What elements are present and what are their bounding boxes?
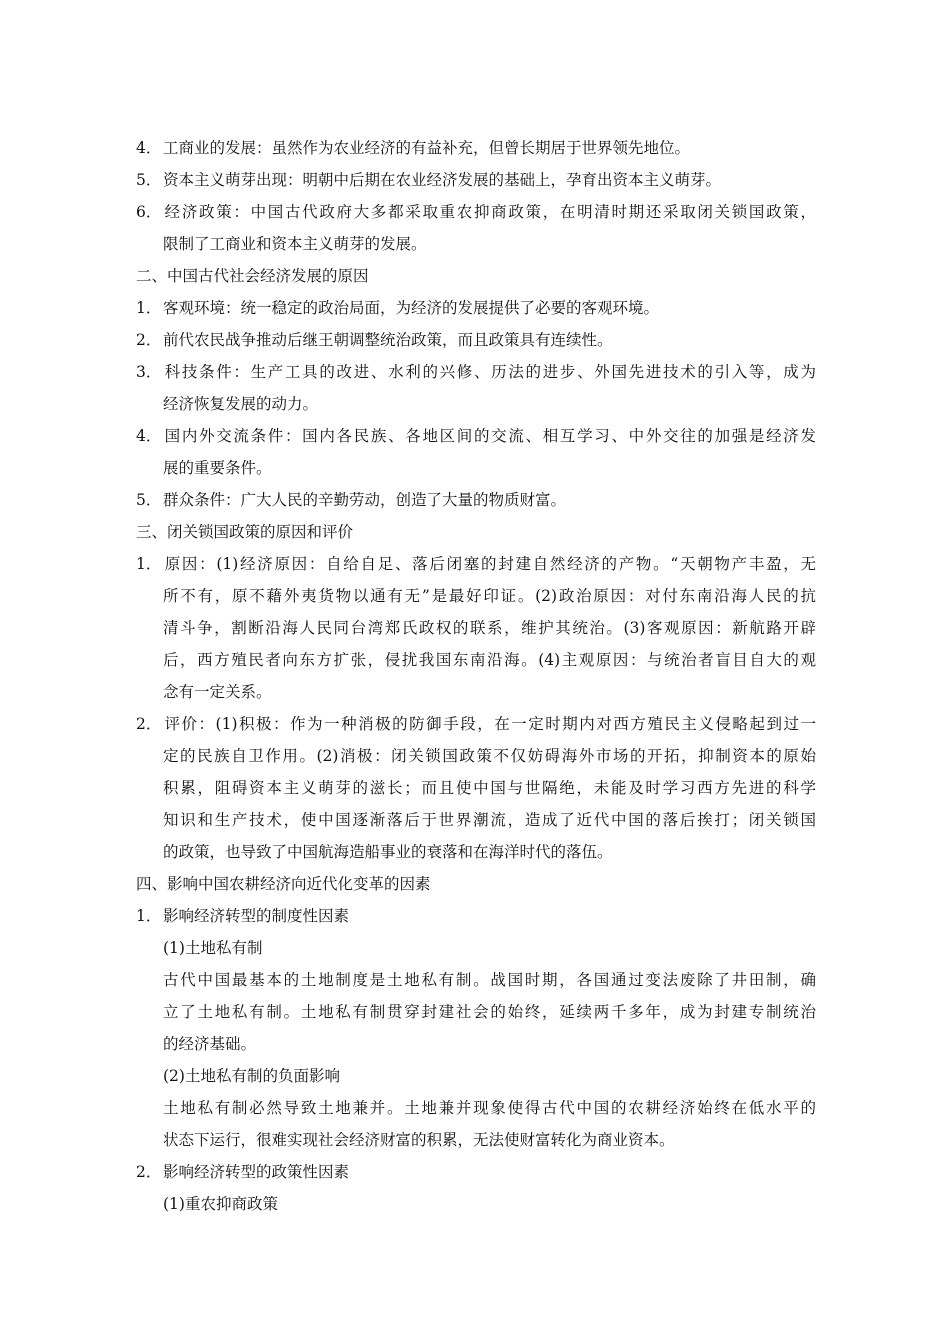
text-line: [136, 804, 816, 836]
line-text: 三、闭关锁国政策的原因和评价: [136, 523, 354, 541]
line-text: 状态下运行，很难实现社会经济财富的积累，无法使财富转化为商业资本。: [163, 1131, 675, 1149]
text-line: [136, 1188, 816, 1220]
text-line: [136, 740, 816, 772]
document-body: [136, 132, 816, 1220]
line-text: 影响经济转型的制度性因素: [163, 907, 350, 925]
text-line: [136, 996, 816, 1028]
line-text: (1)重农抑商政策: [163, 1195, 278, 1213]
text-line: [136, 836, 816, 868]
text-line: [136, 1092, 816, 1124]
text-line: [136, 932, 816, 964]
line-text: 积累，阻碍资本主义萌芽的滋长；而且使中国与世隔绝，未能及时学习西方先进的科学: [163, 779, 816, 797]
line-text: 四、影响中国农耕经济向近代化变革的因素: [136, 875, 431, 893]
line-text: 展的重要条件。: [163, 459, 272, 477]
text-line: [136, 580, 816, 612]
text-line: [136, 900, 816, 932]
line-text: 经济恢复发展的动力。: [163, 395, 319, 413]
text-line: [136, 772, 816, 804]
line-text: 定的民族自卫作用。(2)消极：闭关锁国政策不仅妨碍海外市场的开拓，抑制资本的原始: [163, 747, 816, 765]
text-line: [136, 964, 816, 996]
list-number: 1．: [136, 555, 162, 573]
list-number: 4．: [136, 139, 162, 157]
line-text: 古代中国最基本的土地制度是土地私有制。战国时期，各国通过变法废除了井田制，确: [163, 971, 816, 989]
text-line: [136, 644, 816, 676]
list-number: 3．: [136, 363, 162, 381]
line-text: 影响经济转型的政策性因素: [163, 1163, 350, 1181]
line-text: 土地私有制必然导致土地兼并。土地兼并现象使得古代中国的农耕经济始终在低水平的: [163, 1099, 816, 1117]
text-line: [136, 548, 816, 580]
line-text: 前代农民战争推动后继王朝调整统治政策，而且政策具有连续性。: [163, 331, 613, 349]
list-number: 2．: [136, 715, 162, 733]
line-text: 知识和生产技术，使中国逐渐落后于世界潮流，造成了近代中国的落后挨打；闭关锁国: [163, 811, 816, 829]
section-heading: [136, 516, 816, 548]
line-text: 资本主义萌芽出现：明朝中后期在农业经济发展的基础上，孕育出资本主义萌芽。: [163, 171, 722, 189]
line-text: 的政策，也导致了中国航海造船事业的衰落和在海洋时代的落伍。: [163, 843, 613, 861]
line-text: 二、中国古代社会经济发展的原因: [136, 267, 369, 285]
text-line: [136, 708, 816, 740]
line-text: 国内外交流条件：国内各民族、各地区间的交流、相互学习、中外交往的加强是经济发: [163, 427, 816, 445]
text-line: [136, 452, 816, 484]
text-line: [136, 1124, 816, 1156]
text-line: [136, 196, 816, 228]
line-text: 经济政策：中国古代政府大多都采取重农抑商政策，在明清时期还采取闭关锁国政策，: [163, 203, 816, 221]
line-text: 原因：(1)经济原因：自给自足、落后闭塞的封建自然经济的产物。“天朝物产丰盈，无: [163, 555, 816, 573]
list-number: 1．: [136, 907, 162, 925]
text-line: [136, 228, 816, 260]
text-line: [136, 676, 816, 708]
text-line: [136, 1156, 816, 1188]
list-number: 2．: [136, 1163, 162, 1181]
section-heading: [136, 260, 816, 292]
line-text: 评价：(1)积极：作为一种消极的防御手段，在一定时期内对西方殖民主义侵略起到过一: [163, 715, 816, 733]
line-text: 后，西方殖民者向东方扩张，侵扰我国东南沿海。(4)主观原因：与统治者盲目自大的观: [163, 651, 816, 669]
text-line: [136, 388, 816, 420]
text-line: [136, 420, 816, 452]
text-line: [136, 612, 816, 644]
line-text: 清斗争，割断沿海人民同台湾郑氏政权的联系，维护其统治。(3)客观原因：新航路开辟: [163, 619, 816, 637]
list-number: 2．: [136, 331, 162, 349]
list-number: 4．: [136, 427, 162, 445]
line-text: (1)土地私有制: [163, 939, 263, 957]
text-line: [136, 164, 816, 196]
text-line: [136, 484, 816, 516]
list-number: 5．: [136, 171, 162, 189]
list-number: 1．: [136, 299, 162, 317]
text-line: [136, 132, 816, 164]
line-text: 群众条件：广大人民的辛勤劳动，创造了大量的物质财富。: [163, 491, 567, 509]
line-text: 限制了工商业和资本主义萌芽的发展。: [163, 235, 427, 253]
line-text: 工商业的发展：虽然作为农业经济的有益补充，但曾长期居于世界领先地位。: [163, 139, 691, 157]
line-text: 客观环境：统一稳定的政治局面，为经济的发展提供了必要的客观环境。: [163, 299, 660, 317]
text-line: [136, 1028, 816, 1060]
line-text: 所不有，原不藉外夷货物以通有无”是最好印证。(2)政治原因：对付东南沿海人民的抗: [163, 587, 816, 605]
text-line: [136, 324, 816, 356]
text-line: [136, 292, 816, 324]
list-number: 6．: [136, 203, 162, 221]
line-text: 科技条件：生产工具的改进、水利的兴修、历法的进步、外国先进技术的引入等，成为: [163, 363, 816, 381]
list-number: 5．: [136, 491, 162, 509]
line-text: 立了土地私有制。土地私有制贯穿封建社会的始终，延续两千多年，成为封建专制统治: [163, 1003, 816, 1021]
section-heading: [136, 868, 816, 900]
line-text: 的经济基础。: [163, 1035, 257, 1053]
text-line: [136, 1060, 816, 1092]
text-line: [136, 356, 816, 388]
line-text: 念有一定关系。: [163, 683, 272, 701]
line-text: (2)土地私有制的负面影响: [163, 1067, 340, 1085]
